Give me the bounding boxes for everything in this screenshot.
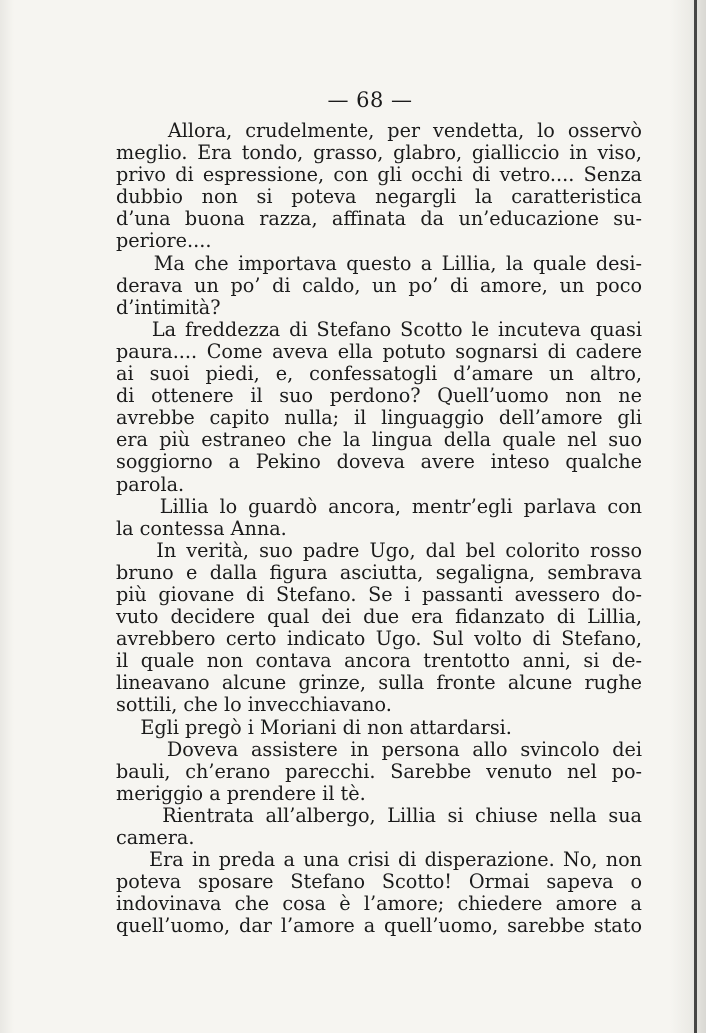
text-line: poteva sposare Stefano Scotto! Ormai sapeva o xyxy=(116,870,642,894)
text-line: bruno e dalla figura asciutta, segaligna, sembrava xyxy=(116,560,642,584)
page-edge-shadow xyxy=(694,0,697,1033)
text-line: paura.... Come aveva ella potuto sognarsi di cadere xyxy=(116,339,642,363)
text-line: Egli pregò i Moriani di non attardarsi. xyxy=(116,715,512,739)
text-line: periore.... xyxy=(116,229,212,253)
text-line: d’intimità? xyxy=(116,295,221,319)
text-line: camera. xyxy=(116,826,195,849)
text-line: Doveva assistere in persona allo svincolo dei xyxy=(116,737,642,761)
text-line: avrebbe capito nulla; il linguaggio dell’amore gli xyxy=(116,406,642,430)
text-line: la contessa Anna. xyxy=(116,516,287,540)
text-line: dubbio non si poteva negargli la caratteristica xyxy=(116,185,642,209)
text-line: derava un po’ di caldo, un po’ di amore, un poco xyxy=(116,273,642,297)
text-line: ai suoi piedi, e, confessatogli d’amare un altro, xyxy=(116,362,642,386)
text-line: In verità, suo padre Ugo, dal bel colorito rosso xyxy=(116,538,642,562)
text-line: bauli, ch’erano parecchi. Sarebbe venuto nel po- xyxy=(116,759,642,783)
text-line: meriggio a prendere il tè. xyxy=(116,781,366,805)
text-line: il quale non contava ancora trentotto anni, si de- xyxy=(116,649,642,673)
text-line: più giovane di Stefano. Se i passanti avessero do- xyxy=(116,582,642,606)
text-line: soggiorno a Pekino doveva avere inteso qualche xyxy=(116,450,642,474)
text-line: Lillia lo guardò ancora, mentr’egli parlava con xyxy=(116,494,642,518)
text-line: Allora, crudelmente, per vendetta, lo osservò xyxy=(116,119,642,142)
text-line: avrebbero certo indicato Ugo. Sul volto di Stefano, xyxy=(116,627,642,651)
text-line: di ottenere il suo perdono? Quell’uomo non ne xyxy=(116,384,642,408)
page-number: — 68 — xyxy=(327,88,413,112)
text-line: Era in preda a una crisi di disperazione. No, non xyxy=(116,848,642,872)
text-line: vuto decidere qual dei due era fidanzato di Lillia, xyxy=(116,605,642,629)
text-line: meglio. Era tondo, grasso, glabro, gialliccio in viso, xyxy=(116,141,642,165)
text-line: parola. xyxy=(116,472,185,496)
text-line: La freddezza di Stefano Scotto le incuteva quasi xyxy=(116,317,642,341)
text-line: Rientrata all’albergo, Lillia si chiuse nella sua xyxy=(116,803,642,827)
text-line: lineavano alcune grinze, sulla fronte alcune rughe xyxy=(116,671,642,695)
text-line: privo di espressione, con gli occhi di vetro.... Senza xyxy=(116,163,642,187)
text-line: indovinava che cosa è l’amore; chiedere amore a xyxy=(116,892,642,916)
text-line: Ma che importava questo a Lillia, la quale desi- xyxy=(116,251,642,275)
text-line: sottili, che lo invecchiavano. xyxy=(116,693,392,717)
body-text xyxy=(116,120,642,937)
text-line: era più estraneo che la lingua della quale nel suo xyxy=(116,428,642,452)
text-line: d’una buona razza, affinata da un’educazione su- xyxy=(116,207,642,231)
text-line: quell’uomo, dar l’amore a quell’uomo, sarebbe stato xyxy=(116,914,642,938)
